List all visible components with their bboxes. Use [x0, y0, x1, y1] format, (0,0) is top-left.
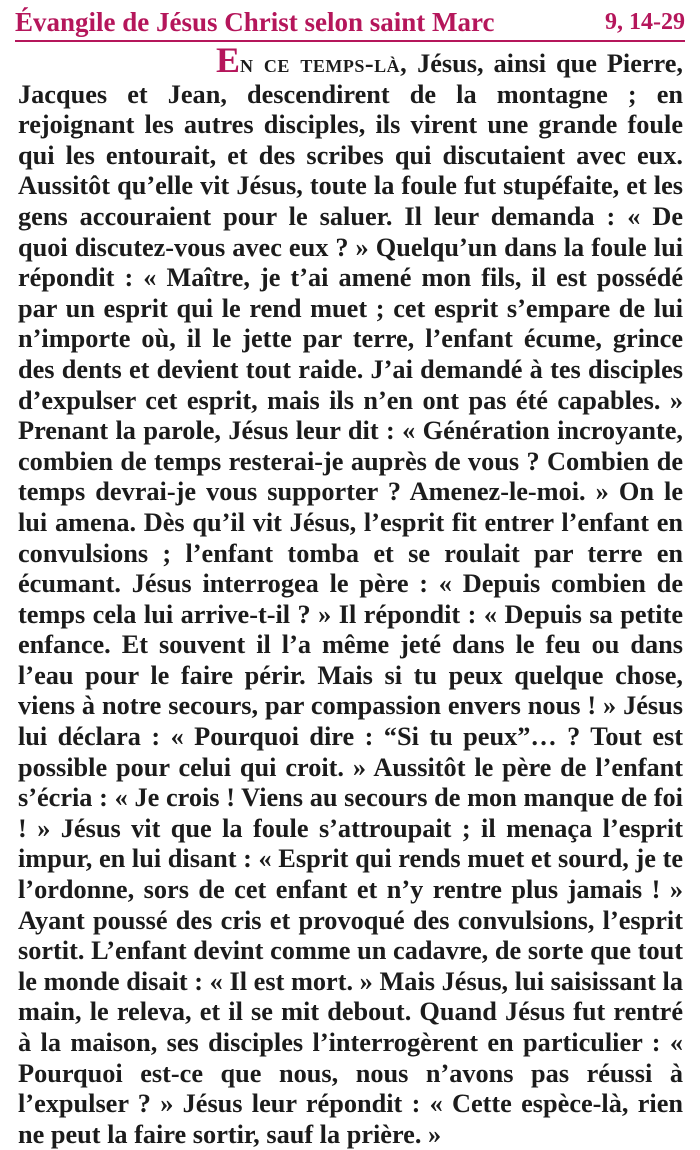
gospel-title: Évangile de Jésus Christ selon saint Marc: [15, 7, 495, 37]
reading-body: Jésus, ainsi que Pierre, Jacques et Jean, descendirent de la montagne ; en rejoignant les autres disciples, ils virent une grande foule qui les entourait, et des scribes qui discutaient avec eux. Aussitôt qu’elle vit Jésus, toute la foule fut stupéfaite, et les gens accouraient pour le saluer. Il leur demanda : « De quoi discutez-vous avec eux ? » Quelqu’un dans la foule lui répondit : « Maître, je t’ai amené mon fils, il est possédé par un esprit qui le rend muet ; cet esprit s’empare de lui n’importe où, il le jette par terre, l’enfant écume, grince des dents et devient tout raide. J’ai demandé à tes disciples d’expulser cet esprit, mais ils n’en ont pas été capables. » Prenant la parole, Jésus leur dit : « Génération incroyante, combien de temps resterai-je auprès de vous ? Combien de temps devrai-je vous supporter ? Amenez-le-moi. » On le lui amena. Dès qu’il vit Jésus, l’esprit fit entrer l’enfant en convulsions ; l’enfant tomba et se roulait par terre en écumant. Jésus interrogea le père : « Depuis combien de temps cela lui arrive-t-il ? » Il répondit : « Depuis sa petite enfance. Et souvent il l’a même jeté dans le feu ou dans l’eau pour le faire périr. Mais si tu peux quelque chose, viens à notre secours, par compassion envers nous ! » Jésus lui déclara : « Pourquoi dire : “Si tu peux”… ? Tout est possible pour celui qui croit. » Aussitôt le père de l’enfant s’écria : « Je crois ! Viens au secours de mon manque de foi ! » Jésus vit que la foule s’attroupait ; il menaça l’esprit impur, en lui disant : « Esprit qui rends muet et sourd, je te l’ordonne, sors de cet enfant et n’y rentre plus jamais ! » Ayant poussé des cris et provoqué des convulsions, l’esprit sortit. L’enfant devint comme un cadavre, de sorte que tout le monde disait : « Il est mort. » Mais Jésus, lui saisissant la main, le releva, et il se mit debout. Quand Jésus fut rentré à la maison, ses disciples l’interrogèrent en particulier : « Pourquoi est-ce que nous, nous n’avons pas réussi à l’expulser ? » Jésus leur répondit : « Cette espèce-là, rien ne peut la faire sortir, sauf la prière. »: [18, 49, 684, 1149]
drop-cap: E: [216, 40, 241, 80]
scripture-reference: 9, 14-29: [605, 9, 685, 35]
opening-words: n ce temps-là,: [240, 49, 408, 78]
gospel-reading: [18, 40, 684, 1150]
page-header: [15, 2, 685, 42]
